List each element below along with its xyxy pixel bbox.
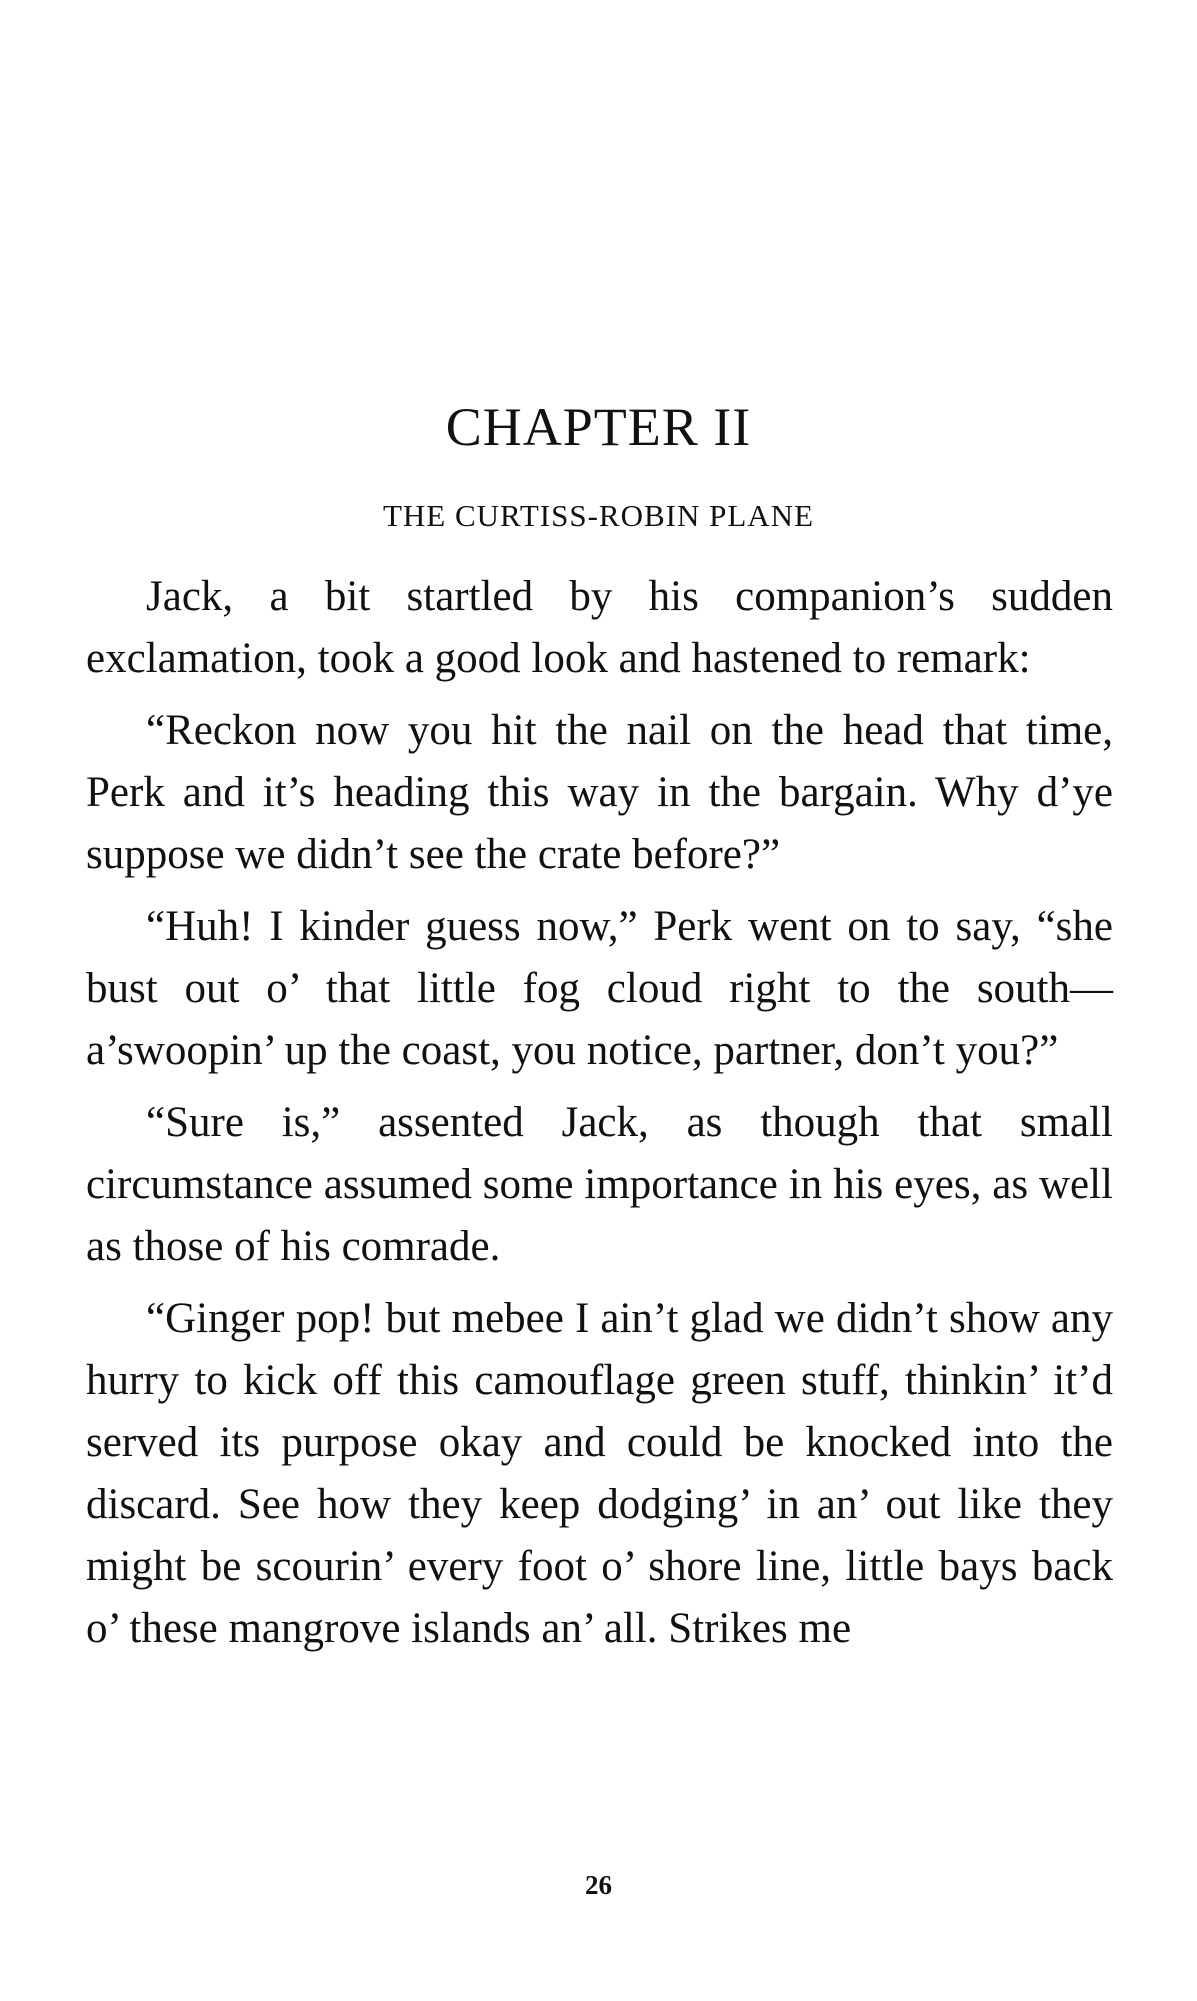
body-text — [86, 566, 1113, 1670]
paragraph: “Huh! I kinder guess now,” Perk went on to say, “she bust out o’ that little fog cloud right to the south—a’swoopin’ up the coast, you notice, partner, don’t you?” — [86, 903, 1113, 1074]
paragraph: “Sure is,” assented Jack, as though that small circumstance assumed some importance in his eyes, as well as those of his comrade. — [86, 1099, 1113, 1270]
chapter-subtitle: THE CURTISS-ROBIN PLANE — [382, 498, 815, 533]
chapter-title: CHAPTER II — [445, 397, 752, 457]
paragraph: “Ginger pop! but mebee I ain’t glad we didn’t show any hurry to kick off this camouflage green stuff, thinkin’ it’d served its purpose okay and could be knocked into the discard. See how they keep dodging’ in an’ out like they might be scourin’ every foot o’ shore line, little bays back o’ these mangrove islands an’ all. Strikes me — [86, 1295, 1113, 1652]
page-number: 26 — [585, 1870, 612, 1900]
paragraph: Jack, a bit startled by his companion’s sudden exclamation, took a good look and hastened to remark: — [86, 573, 1113, 682]
paragraph: “Reckon now you hit the nail on the head that time, Perk and it’s heading this way in the bargain. Why d’ye suppose we didn’t see the crate before?” — [86, 707, 1113, 878]
